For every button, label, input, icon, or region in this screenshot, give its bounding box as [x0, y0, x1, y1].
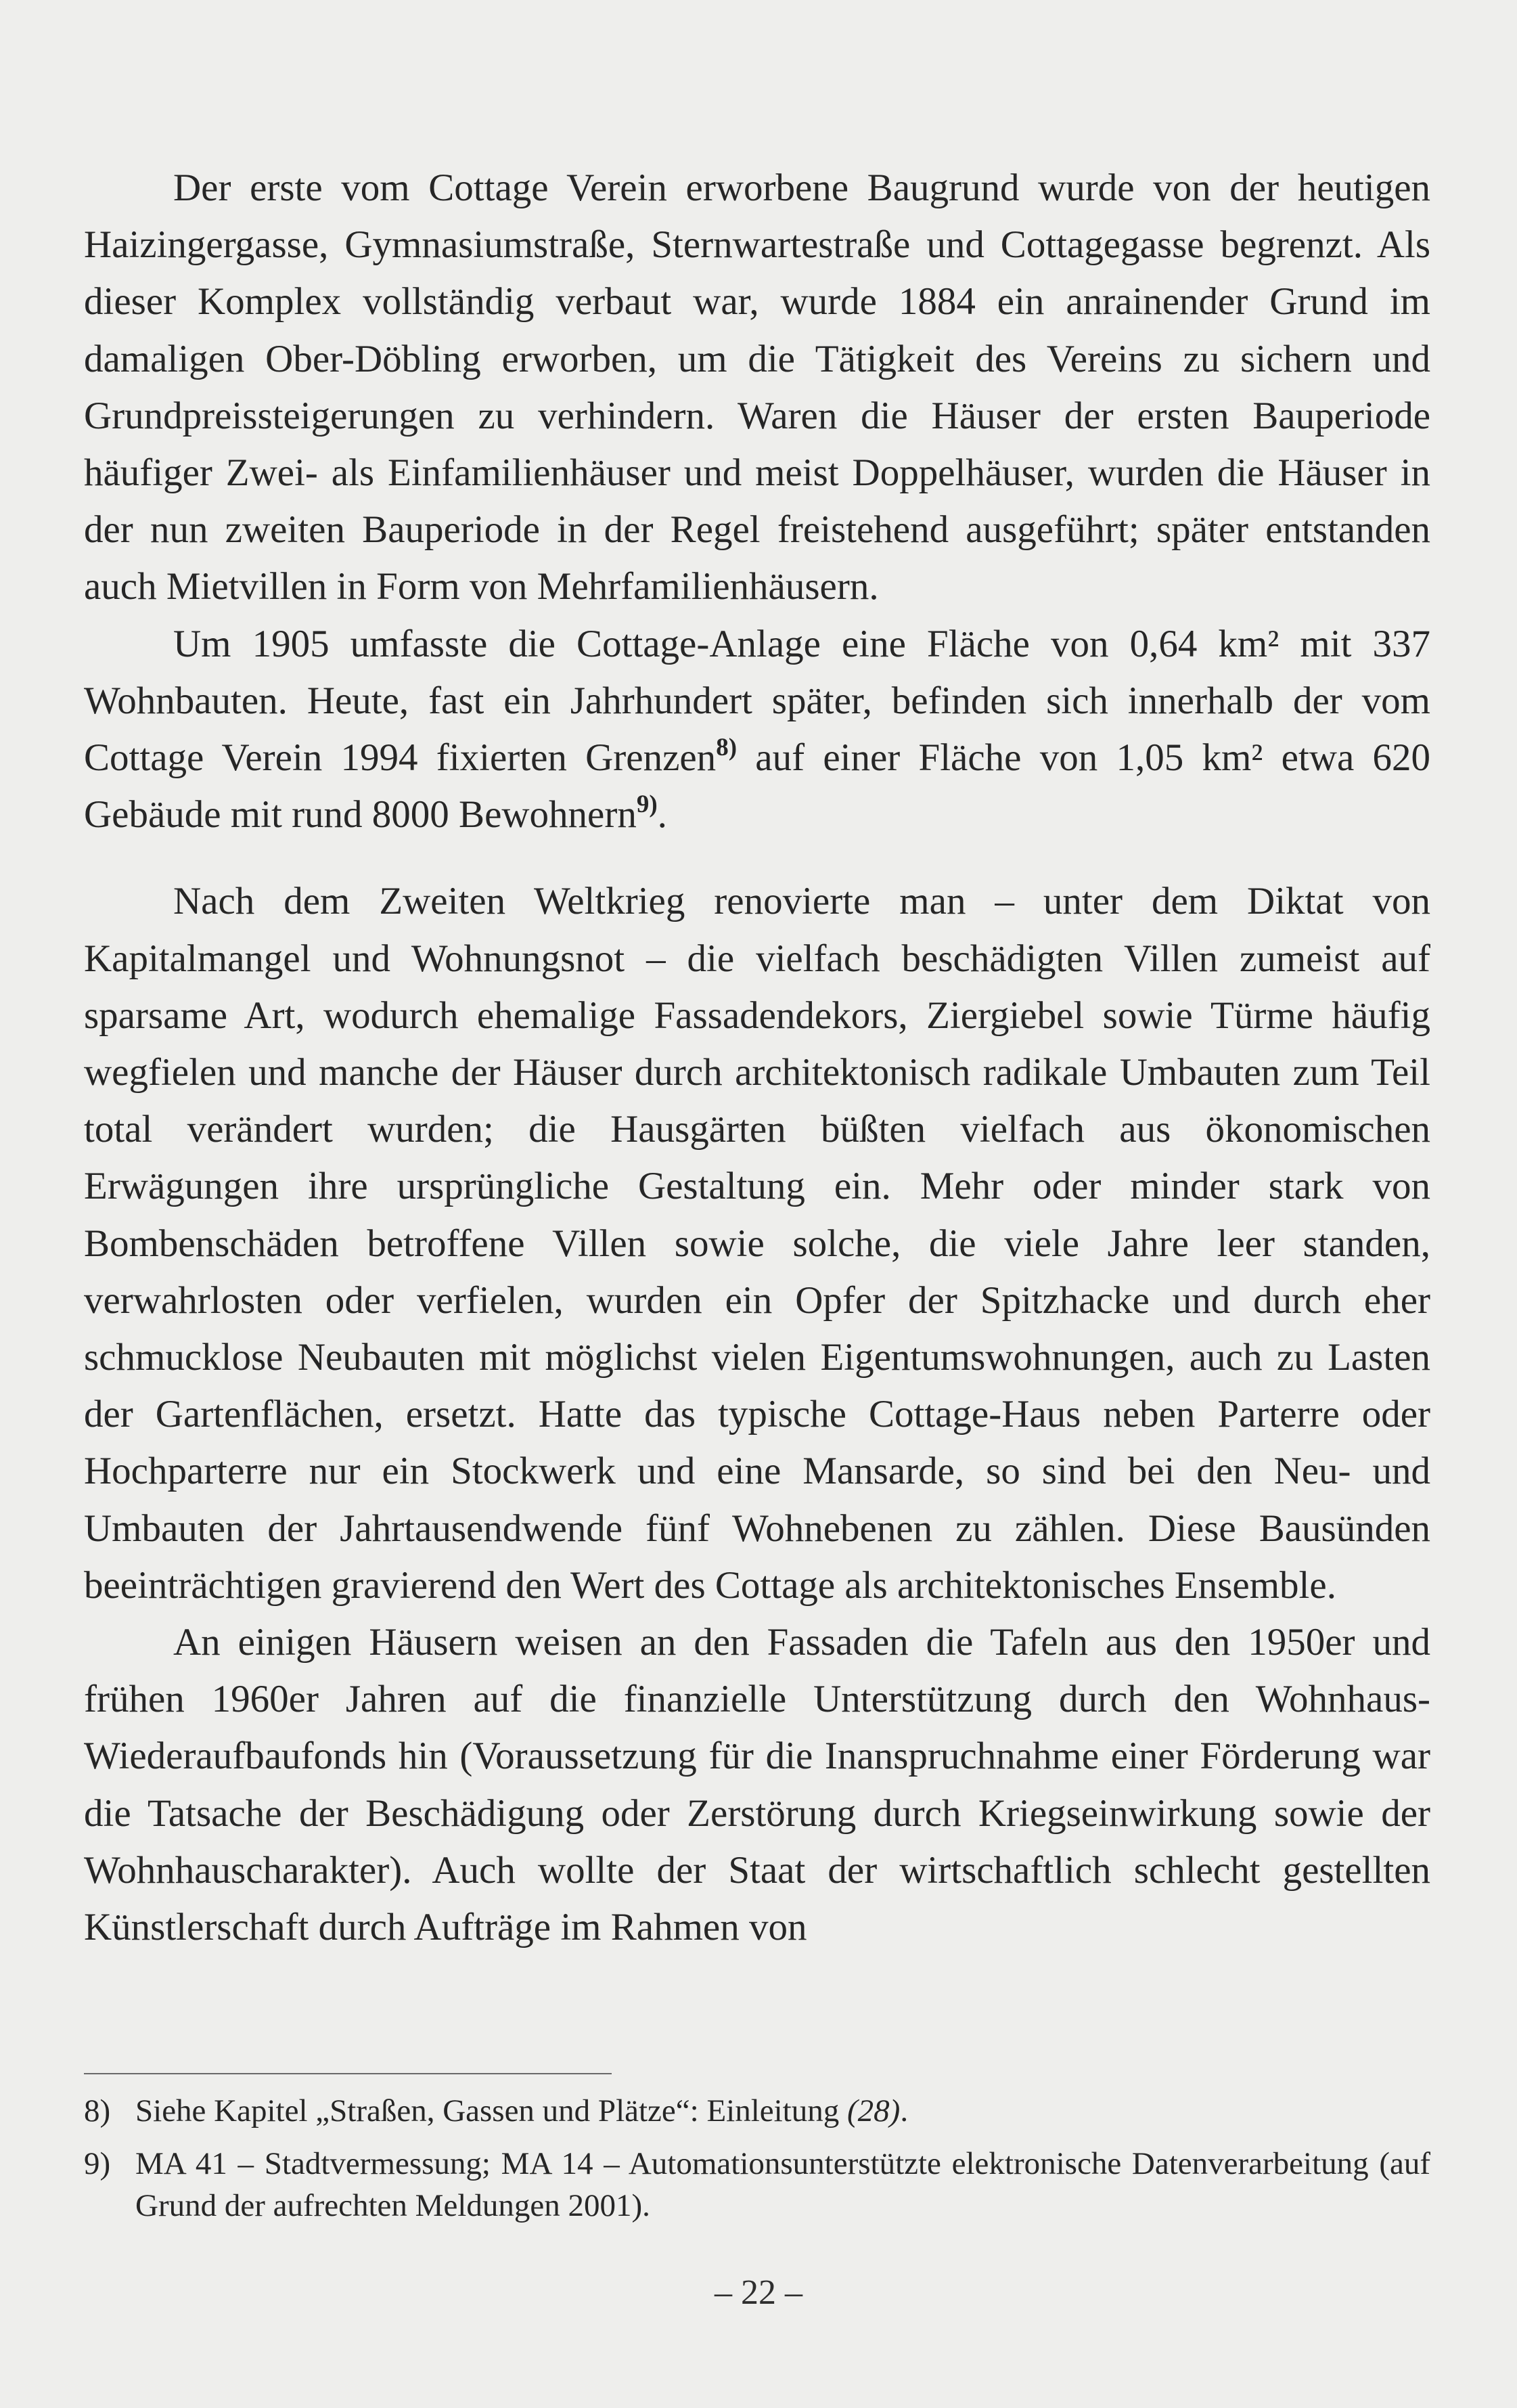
footnote-text — [135, 2143, 1430, 2227]
paragraph-2-text-b: auf einer Fläche von 1,05 km² etwa 620 Gebäude mit rund 8000 Bewohnern — [84, 736, 1431, 837]
footnote-9-text: MA 41 – Stadtvermessung; MA 14 – Automationsunterstützte elektronische Datenverarbeitung (auf Grund der aufrechten Meldungen 2001). — [135, 2146, 1430, 2223]
paragraph-2-text-a: Um 1905 umfasste die Cottage-Anlage eine Fläche von 0,64 km² mit 337 Wohnbauten. Heute, fast ein Jahrhundert später, befinden sich innerhalb der vom Cottage Verein 1994 fixierten Grenzen — [84, 622, 1430, 780]
footnote-8-text: Siehe Kapitel „Straßen, Gassen und Plätze“: Einleitung — [135, 2093, 847, 2128]
footnote-divider — [84, 2073, 612, 2074]
paragraph-4 — [84, 1614, 1430, 1956]
footnote-8-tail: . — [900, 2093, 909, 2128]
paragraph-4-text: An einigen Häusern weisen an den Fassaden die Tafeln aus den 1950er und frühen 1960er Jahren auf die finanzielle Unterstützung durch den Wohnhaus-Wiederaufbaufonds hin (Voraussetzung für die Inanspruchnahme einer Förderung war die Tatsache der Beschädigung oder Zerstörung durch Kriegseinwirkung sowie der Wohnhauscharakter). Auch wollte der Staat der wirtschaftlich schlecht gestellten Künstlerschaft durch Aufträge im Rahmen von — [84, 1621, 1430, 1949]
body-text — [84, 160, 1430, 1956]
footnotes — [84, 2090, 1430, 2227]
paragraph-1 — [84, 160, 1430, 616]
paragraph-3-text: Nach dem Zweiten Weltkrieg renovierte man – unter dem Diktat von Kapitalmangel und Wohnungsnot – die vielfach beschädigten Villen zumeist auf sparsame Art, wodurch ehemalige Fassadendekors, Ziergiebel sowie Türme häufig wegfielen und manche der Häuser durch architektonisch radikale Umbauten zum Teil total verändert wurden; die Hausgärten büßten vielfach aus ökonomischen Erwägungen ihre ursprüngliche Gestaltung ein. Mehr oder minder stark von Bombenschäden betroffene Villen sowie solche, die viele Jahre leer standen, verwahrlosten oder verfielen, wurden ein Opfer der Spitzhacke und durch eher schmucklose Neubauten mit möglichst vielen Eigentumswohnungen, auch zu Lasten der Gartenflächen, ersetzt. Hatte das typische Cottage-Haus neben Parterre oder Hochparterre nur ein Stockwerk und eine Mansarde, so sind bei den Neu- und Umbauten der Jahrtausendwende fünf Wohnebenen zu zählen. Diese Bausünden beeinträchtigen gravierend den Wert des Cottage als architektonisches Ensemble. — [84, 880, 1430, 1607]
footnote-9 — [84, 2143, 1430, 2227]
footnote-text — [135, 2090, 1430, 2132]
footnote-8-reference: (28) — [847, 2093, 901, 2128]
footnote-8 — [84, 2090, 1430, 2132]
footnote-number: 8) — [84, 2093, 111, 2128]
footnote-ref-8[interactable]: 8) — [716, 734, 738, 762]
paragraph-2 — [84, 616, 1430, 844]
paragraph-3 — [84, 873, 1430, 1614]
footnote-ref-9[interactable]: 9) — [636, 790, 658, 819]
paragraph-2-text-c: . — [657, 793, 667, 837]
page-number: – 22 – — [715, 2273, 802, 2312]
paragraph-1-text: Der erste vom Cottage Verein erworbene Baugrund wurde von der heutigen Haizingergasse, Gymnasiumstraße, Sternwartestraße und Cottagegasse begrenzt. Als dieser Komplex vollständig verbaut war, wurde 1884 ein anrainender Grund im damaligen Ober-Döbling erworben, um die Tätigkeit des Vereins zu sichern und Grundpreissteigerungen zu verhindern. Waren die Häuser der ersten Bauperiode häufiger Zwei- als Einfamilienhäuser und meist Doppelhäuser, wurden die Häuser in der nun zweiten Bauperiode in der Regel freistehend ausgeführt; später entstanden auch Mietvillen in Form von Mehrfamilienhäusern. — [84, 166, 1430, 608]
footnote-number: 9) — [84, 2146, 111, 2181]
